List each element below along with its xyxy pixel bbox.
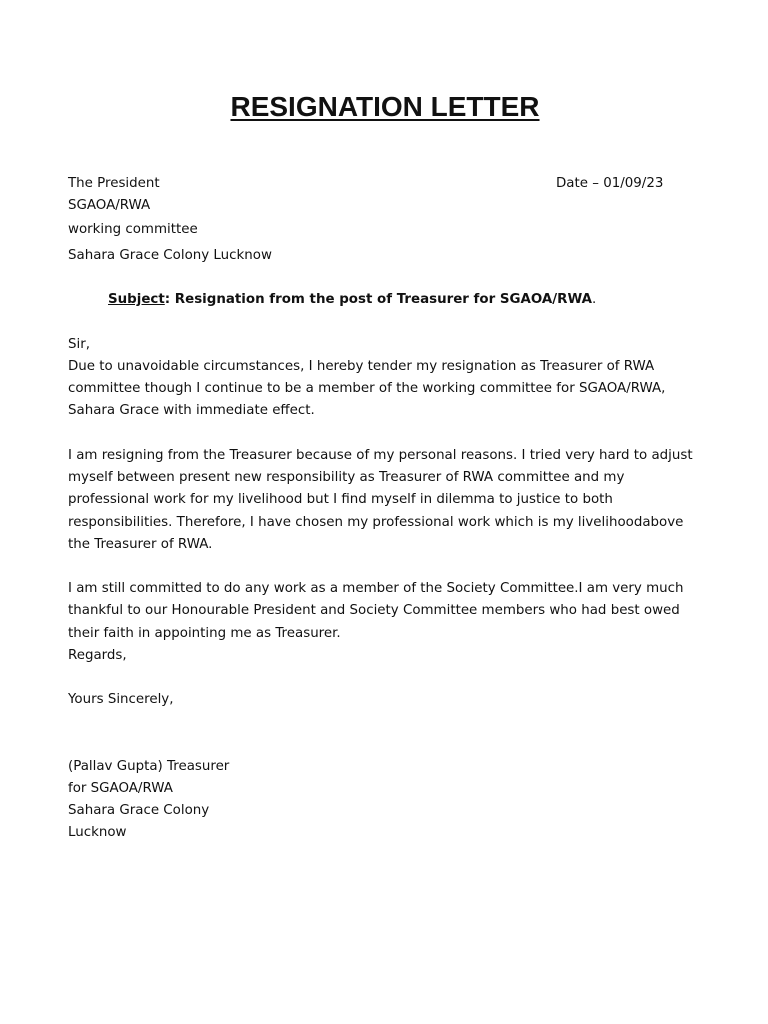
closing: Yours Sincerely, xyxy=(68,692,174,707)
paragraph-2-line: myself between present new responsibility as Treasurer of RWA committee and my xyxy=(68,470,625,485)
regards: Regards, xyxy=(68,648,127,663)
paragraph-3-line: thankful to our Honourable President and Society Committee members who had best owed xyxy=(68,603,680,618)
paragraph-3-line: I am still committed to do any work as a member of the Society Committee.I am very much xyxy=(68,581,684,596)
paragraph-2-line: the Treasurer of RWA. xyxy=(68,537,213,552)
paragraph-1-line: Sahara Grace with immediate effect. xyxy=(68,403,315,418)
subject-text: Resignation from the post of Treasurer for SGAOA/RWA xyxy=(170,292,592,307)
letter-date: Date – 01/09/23 xyxy=(556,176,664,191)
paragraph-2-line: I am resigning from the Treasurer because of my personal reasons. I tried very hard to adjust xyxy=(68,448,693,463)
paragraph-1-line: Due to unavoidable circumstances, I hereby tender my resignation as Treasurer of RWA xyxy=(68,359,655,374)
recipient-line-address: Sahara Grace Colony Lucknow xyxy=(68,248,272,263)
subject-label: Subject xyxy=(108,292,165,307)
paragraph-2-line: responsibilities. Therefore, I have chosen my professional work which is my livelihoodabove xyxy=(68,515,684,530)
letter-title: RESIGNATION LETTER xyxy=(230,91,540,122)
paragraph-2-line: professional work for my livelihood but I find myself in dilemma to justice to both xyxy=(68,492,613,507)
recipient-line-committee: working committee xyxy=(68,222,198,237)
signature-address: Sahara Grace Colony xyxy=(68,803,210,818)
signature-name: (Pallav Gupta) Treasurer xyxy=(68,759,230,774)
paragraph-1-line: committee though I continue to be a member of the working committee for SGAOA/RWA, xyxy=(68,381,666,396)
salutation: Sir, xyxy=(68,337,90,352)
recipient-line-president: The President xyxy=(68,176,160,191)
subject-end: . xyxy=(591,292,597,307)
signature-city: Lucknow xyxy=(68,825,127,840)
recipient-line-organisation: SGAOA/RWA xyxy=(68,198,151,213)
subject-separator: : xyxy=(164,292,171,307)
paragraph-3-line: their faith in appointing me as Treasurer. xyxy=(68,626,341,641)
signature-organisation: for SGAOA/RWA xyxy=(68,781,173,796)
subject-line xyxy=(108,289,596,311)
